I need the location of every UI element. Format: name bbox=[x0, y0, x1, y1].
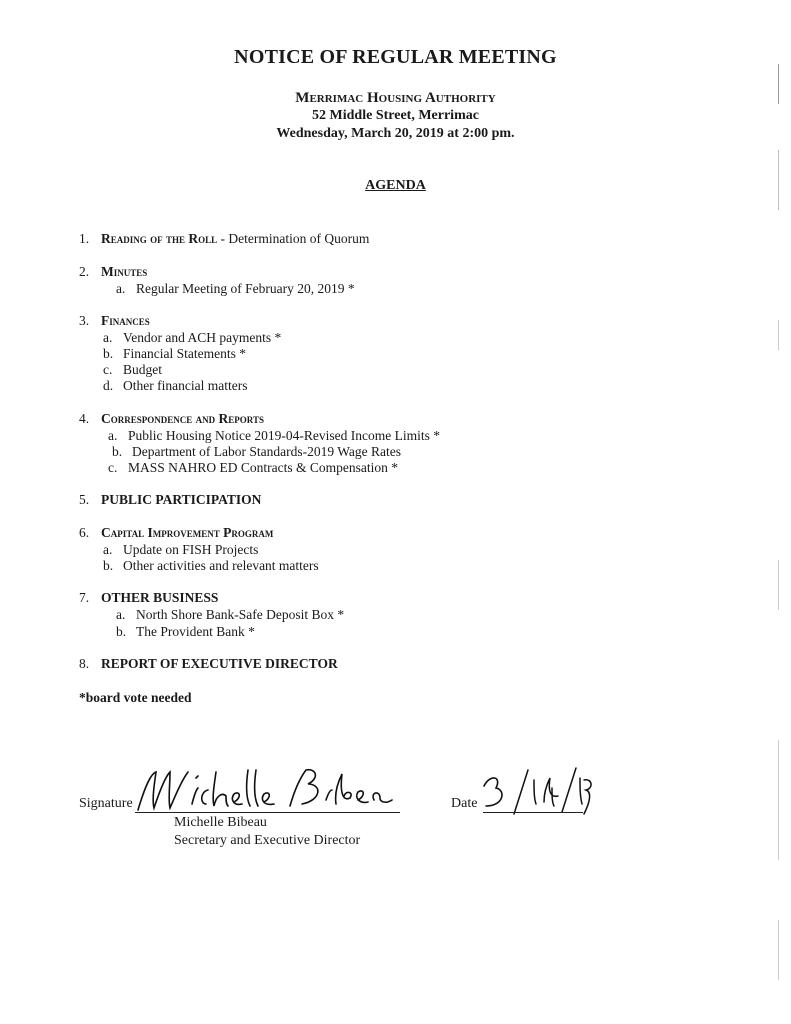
signature-label: Signature bbox=[79, 796, 133, 811]
subitem-letter: a. bbox=[108, 428, 118, 443]
agenda-heading: AGENDA bbox=[365, 178, 426, 193]
scan-edge-mark bbox=[778, 560, 779, 610]
agenda-item-3 bbox=[79, 313, 150, 329]
scan-edge-mark bbox=[778, 320, 779, 350]
agenda-item-title: Minutes bbox=[101, 264, 148, 279]
agenda-subitem bbox=[103, 378, 247, 394]
agenda-item-title: REPORT OF EXECUTIVE DIRECTOR bbox=[101, 656, 338, 671]
meeting-datetime: Wednesday, March 20, 2019 at 2:00 pm. bbox=[276, 126, 515, 141]
agenda-item-number: 6. bbox=[79, 525, 90, 540]
agenda-item-title: Finances bbox=[101, 313, 150, 328]
agenda-item-number: 2. bbox=[79, 264, 90, 279]
agenda-subitem bbox=[116, 607, 344, 623]
board-vote-note: *board vote needed bbox=[79, 690, 192, 705]
agenda-subitem bbox=[103, 558, 319, 574]
subitem-text: MASS NAHRO ED Contracts & Compensation * bbox=[128, 460, 398, 475]
agenda-item-5 bbox=[79, 492, 261, 508]
signer-title: Secretary and Executive Director bbox=[174, 833, 361, 848]
agenda-subitem bbox=[112, 444, 401, 460]
subitem-letter: a. bbox=[116, 281, 126, 296]
agenda-subitem bbox=[103, 330, 281, 346]
meeting-address: 52 Middle Street, Merrimac bbox=[312, 108, 479, 123]
agenda-item-number: 4. bbox=[79, 411, 90, 426]
subitem-letter: a. bbox=[103, 330, 113, 345]
subitem-text: Budget bbox=[123, 362, 162, 377]
handwritten-signature bbox=[130, 760, 400, 820]
agenda-item-title: Reading of the Roll bbox=[101, 231, 218, 246]
date-line bbox=[483, 812, 583, 813]
agenda-subitem bbox=[103, 346, 246, 362]
agenda-item-1 bbox=[79, 231, 369, 247]
subitem-letter: a. bbox=[103, 542, 113, 557]
subitem-text: Other activities and relevant matters bbox=[123, 558, 319, 573]
agenda-item-title: Capital Improvement Program bbox=[101, 525, 274, 540]
subitem-text: Update on FISH Projects bbox=[123, 542, 259, 557]
subitem-text: Department of Labor Standards-2019 Wage Rates bbox=[132, 444, 401, 459]
scan-edge-mark bbox=[778, 740, 779, 860]
subitem-text: Public Housing Notice 2019-04-Revised Income Limits * bbox=[128, 428, 440, 443]
agenda-subitem bbox=[103, 542, 258, 558]
agenda-item-8 bbox=[79, 656, 338, 672]
agenda-item-suffix: - Determination of Quorum bbox=[217, 231, 370, 246]
subitem-letter: b. bbox=[103, 558, 114, 573]
subitem-letter: d. bbox=[103, 378, 114, 393]
subitem-text: Other financial matters bbox=[123, 378, 248, 393]
agenda-item-number: 5. bbox=[79, 492, 90, 507]
agenda-item-4 bbox=[79, 411, 264, 427]
page-title: NOTICE OF REGULAR MEETING bbox=[234, 46, 557, 68]
scan-edge-mark bbox=[778, 64, 779, 104]
agenda-subitem bbox=[116, 281, 355, 297]
agenda-item-2 bbox=[79, 264, 147, 280]
organization-name: Merrimac Housing Authority bbox=[295, 90, 496, 106]
subitem-text: The Provident Bank * bbox=[136, 624, 255, 639]
agenda-subitem bbox=[103, 362, 162, 378]
agenda-item-title: Correspondence and Reports bbox=[101, 411, 264, 426]
agenda-item-title: PUBLIC PARTICIPATION bbox=[101, 492, 262, 507]
subitem-text: Regular Meeting of February 20, 2019 * bbox=[136, 281, 355, 296]
subitem-letter: b. bbox=[112, 444, 123, 459]
agenda-item-number: 8. bbox=[79, 656, 90, 671]
scan-edge-mark bbox=[778, 920, 779, 980]
signature-line bbox=[135, 812, 400, 813]
agenda-item-title: OTHER BUSINESS bbox=[101, 590, 219, 605]
agenda-item-number: 3. bbox=[79, 313, 90, 328]
subitem-letter: c. bbox=[103, 362, 113, 377]
subitem-text: Vendor and ACH payments * bbox=[123, 330, 282, 345]
agenda-item-number: 7. bbox=[79, 590, 90, 605]
agenda-item-number: 1. bbox=[79, 231, 90, 246]
signer-name: Michelle Bibeau bbox=[174, 815, 267, 830]
scan-edge-mark bbox=[778, 150, 779, 210]
subitem-text: North Shore Bank-Safe Deposit Box * bbox=[136, 607, 345, 622]
agenda-item-7 bbox=[79, 590, 218, 606]
date-label: Date bbox=[451, 796, 478, 811]
agenda-item-6 bbox=[79, 525, 273, 541]
agenda-subitem bbox=[108, 428, 440, 444]
subitem-text: Financial Statements * bbox=[123, 346, 246, 361]
subitem-letter: c. bbox=[108, 460, 118, 475]
handwritten-date bbox=[478, 766, 593, 826]
subitem-letter: a. bbox=[116, 607, 126, 622]
agenda-subitem bbox=[108, 460, 398, 476]
subitem-letter: b. bbox=[103, 346, 114, 361]
subitem-letter: b. bbox=[116, 624, 127, 639]
agenda-subitem bbox=[116, 624, 255, 640]
